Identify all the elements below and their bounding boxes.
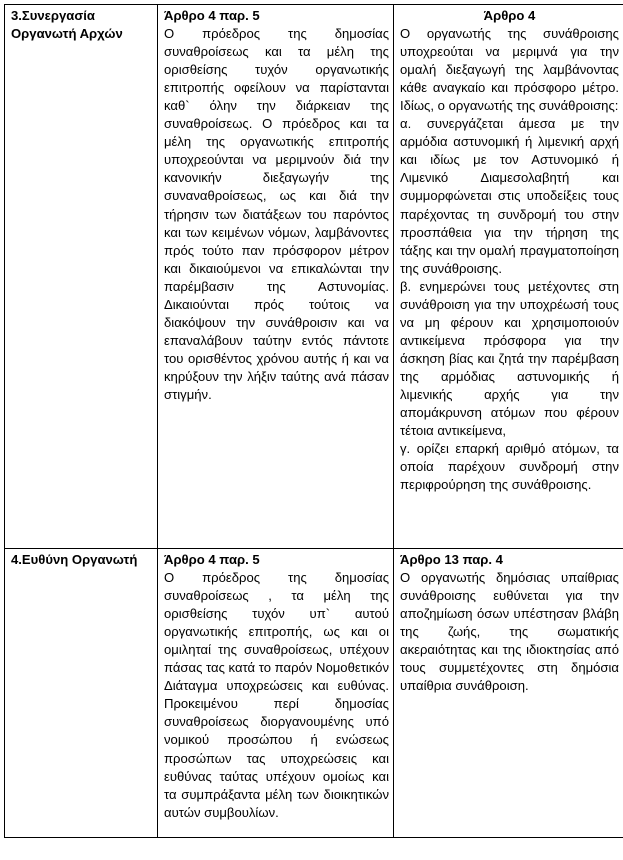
new-law-paragraph: β. ενημερώνει τους μετέχοντες στη συνάθροιση για την υποχρέωσή τους να μη φέρουν και χρησιμοποιούν αντικείμενα πρόσφορα για την άσκηση βίας και ζητά την παρέμβαση της αρμόδιας αστυνομικής ή λιμενικής αρχής για την απομάκρυνση ατόμων που φέρουν τέτοια αντικείμενα,	[400, 278, 619, 439]
new-law-paragraph: Ο οργανωτής δημόσιας υπαίθριας συνάθροισης ευθύνεται για την αποζημίωση όσων υπέστησαν βλάβη της ζωής, της σωματικής ακεραιότητας και της ιδιοκτησίας από τους συμμετέχοντες στη δημόσια υπαίθρια συνάθροιση.	[400, 570, 619, 694]
table-row	[5, 5, 623, 549]
new-law-paragraph: α. συνεργάζεται άμεσα με την αρμόδια αστυνομική ή λιμενική αρχή και ιδίως με τον Αστυνομικό ή Λιμενικό Διαμεσολαβητή και συμμορφώνεται στις υποδείξεις τους παρέχοντας τη συνδρομή του στην προσπάθεια για την τήρηση της τάξης και την ομαλή πραγματοποίηση της συνάθροισης.	[400, 116, 619, 276]
old-law-cell	[158, 5, 394, 549]
old-law-cell	[158, 549, 394, 838]
old-law-heading: Άρθρο 4 παρ. 5	[164, 552, 260, 567]
new-law-cell	[394, 5, 623, 549]
row-label-cell	[5, 5, 158, 549]
new-law-heading: Άρθρο 13 παρ. 4	[400, 552, 503, 567]
new-law-paragraph: γ. ορίζει επαρκή αριθμό ατόμων, τα οποία παρέχουν συνδρομή στην περιφρούρηση της συνάθροισης.	[400, 441, 619, 493]
row-label: 4.Ευθύνη Οργανωτή	[11, 552, 138, 567]
table-row	[5, 549, 623, 838]
new-law-paragraph: Ο οργανωτής της συνάθροισης υποχρεούται να μεριμνά για την ομαλή διεξαγωγή της λαμβάνοντας κάθε αναγκαίο και πρόσφορο μέτρο. Ιδίως, ο οργανωτής της συνάθροισης:	[400, 26, 619, 114]
new-law-cell	[394, 549, 623, 838]
old-law-text: Ο πρόεδρος της δημοσίας συναθροίσεως και τα μέλη της ορισθείσης τυχόν οργανωτικής επιτροπής οφείλουν να παρίστανται καθ` όλην την διάρκειαν της συναθροίσεως. Ο πρόεδρος και τα μέλη της οργανωτικής επιτροπής υποχρεούνται να μεριμνούν διά την κανονικήν διεξαγωγήν της συναναθροίσεως, ως και διά την τήρησιν των διατάξεων του παρόντος και των κειμένων νόμων, λαμβάνοντες πρός τούτο παν πρόσφορον μέτρον και δικαιούμενοι να επικαλώνται την παρέμβασιν της Αστυνομίας. Δικαιούνται πρός τούτοις να διακόψουν την συνάθροισιν και να επαναλάβουν ταύτην εντός πάντοτε του ορισθέντος χρόνου αυτής ή και να κηρύξουν την λήξιν ταύτης ανά πάσαν στιγμήν.	[164, 26, 389, 402]
new-law-heading: Άρθρο 4	[483, 8, 536, 23]
row-label: 3.Συνεργασία Οργανωτή Αρχών	[11, 8, 123, 42]
old-law-text: Ο πρόεδρος της δημοσίας συναθροίσεως , τα μέλη της ορισθείσης τυχόν υπ` αυτού οργανωτικής επιτροπής, ως και οι ομιληταί της συναθροίσεως, υπέχουν πάσας τας κατά το παρόν Νομοθετικόν Διάταγμα υποχρεώσεις και ευθύνας. Προκειμένου περί δημοσίας συναθροίσεως διοργανουμένης υπό νομικού προσώπου ή ενώσεως προσώπων τας υποχρεώσεις και ευθύνας ταύτας υπέχουν ομοίως και τα συμπράξαντα μέλη των διοικητικών αυτών συμβουλίων.	[164, 570, 389, 820]
row-label-cell	[5, 549, 158, 838]
comparison-table	[4, 4, 623, 838]
old-law-heading: Άρθρο 4 παρ. 5	[164, 8, 260, 23]
